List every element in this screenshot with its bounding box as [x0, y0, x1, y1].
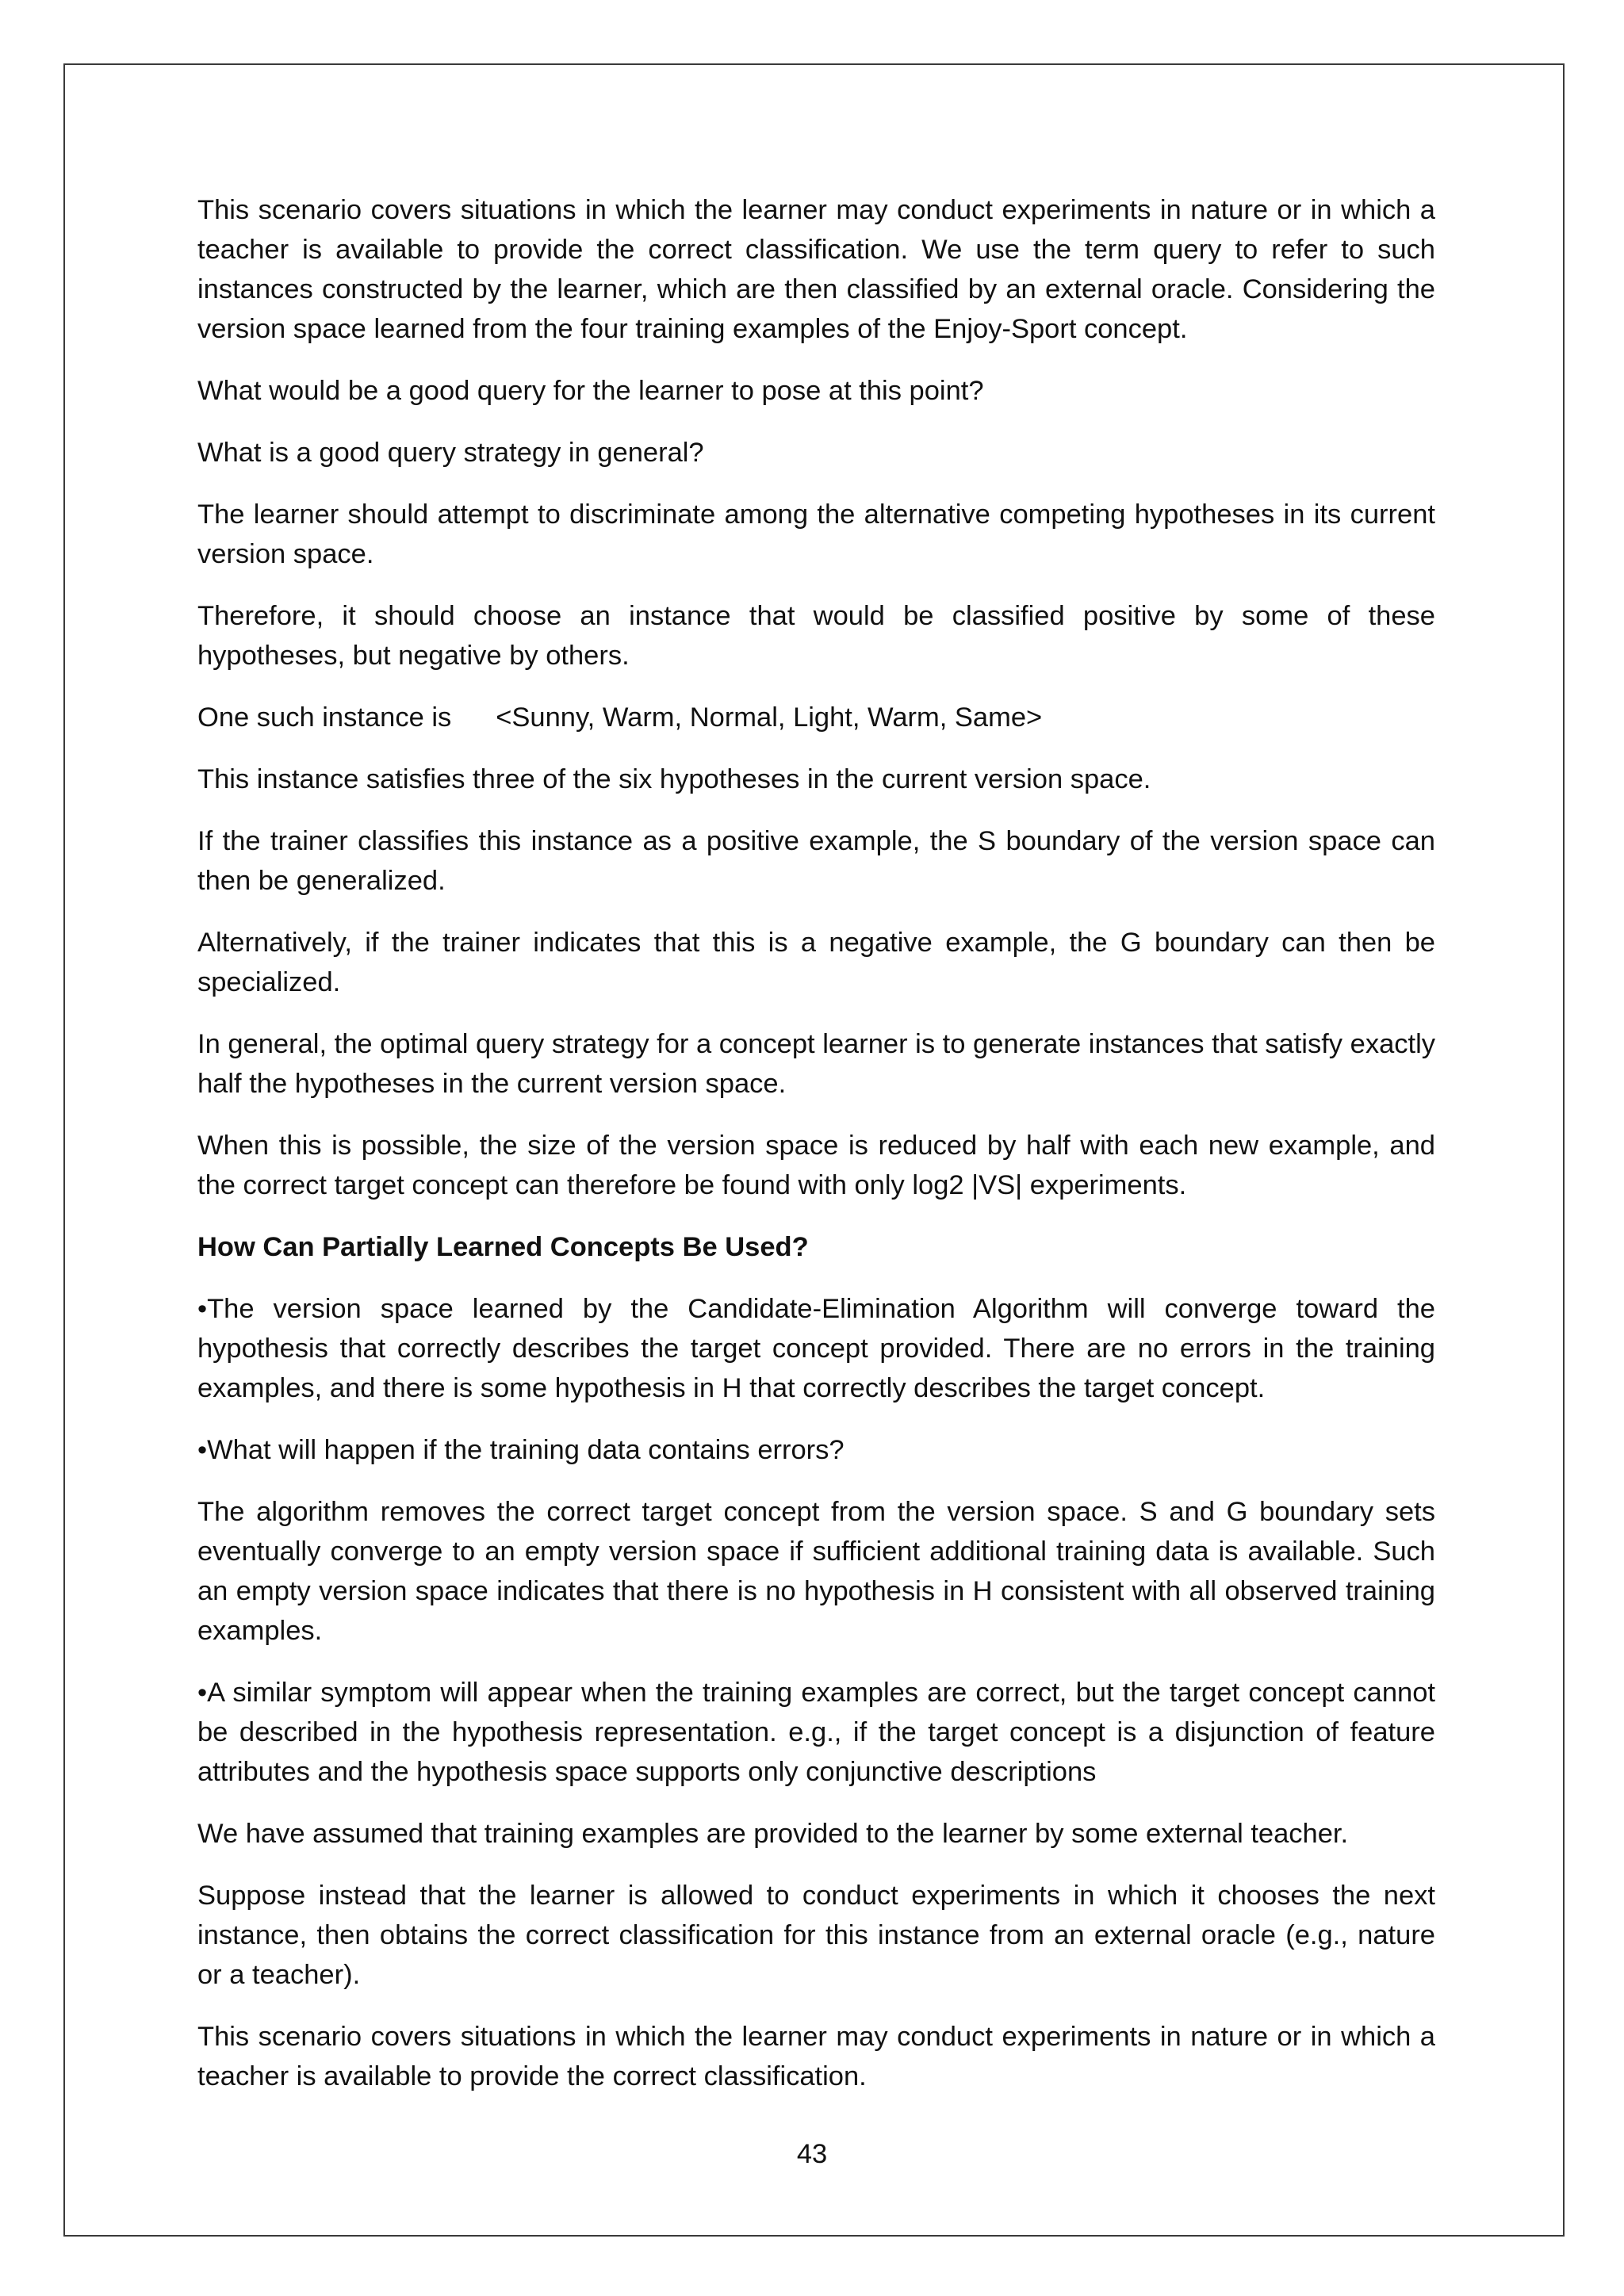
paragraph-choose-instance: Therefore, it should choose an instance that would be classified positive by some of these hypotheses, but negative by others.	[197, 601, 1435, 671]
section-heading: How Can Partially Learned Concepts Be Used?	[197, 1232, 809, 1262]
page-number: 43	[796, 2139, 828, 2169]
paragraph-question-1: What would be a good query for the learner to pose at this point?	[197, 376, 984, 406]
paragraph-algorithm-removes: The algorithm removes the correct target concept from the version space. S and G boundary sets eventually converge to an empty version space if sufficient additional training data is available. Such an empty version space indicates that there is no hypothesis in H consistent with all observed training examples.	[197, 1497, 1435, 1646]
paragraph-log2-experiments: When this is possible, the size of the version space is reduced by half with each new example, and the correct target concept can therefore be found with only log2 |VS| experiments.	[197, 1131, 1435, 1200]
paragraph-positive-example: If the trainer classifies this instance as a positive example, the S boundary of the version space can then be generalized.	[197, 826, 1435, 896]
paragraph-suppose-instead: Suppose instead that the learner is allowed to conduct experiments in which it chooses the next instance, then obtains the correct classification for this instance from an external oracle (e.g., nature or a teacher).	[197, 1881, 1435, 1990]
paragraph-external-teacher: We have assumed that training examples are provided to the learner by some external teacher.	[197, 1819, 1349, 1849]
paragraph-query-intro: This scenario covers situations in which the learner may conduct experiments in nature or in which a teacher is available to provide the correct classification. We use the term query to refer to such instances constructed by the learner, which are then classified by an external oracle. Considering the version space learned from the four training examples of the Enjoy-Sport concept.	[197, 195, 1435, 344]
paragraph-discriminate: The learner should attempt to discriminate among the alternative competing hypotheses in its current version space.	[197, 499, 1435, 569]
instance-value: <Sunny, Warm, Normal, Light, Warm, Same>	[496, 702, 1043, 733]
page-content	[197, 190, 1435, 2118]
paragraph-similar-symptom: •A similar symptom will appear when the training examples are correct, but the target concept cannot be described in the hypothesis representation. e.g., if the target concept is a disjunction of feature attributes and the hypothesis space supports only conjunctive descriptions	[197, 1678, 1435, 1787]
instance-example-line	[197, 698, 1435, 737]
paragraph-converge: •The version space learned by the Candidate-Elimination Algorithm will converge toward the hypothesis that correctly describes the target concept provided. There are no errors in the training examples, and there is some hypothesis in H that correctly describes the target concept.	[197, 1294, 1435, 1403]
instance-label: One such instance is	[197, 702, 452, 733]
paragraph-negative-example: Alternatively, if the trainer indicates that this is a negative example, the G boundary can then be specialized.	[197, 928, 1435, 997]
paragraph-satisfies: This instance satisfies three of the six hypotheses in the current version space.	[197, 764, 1151, 794]
paragraph-scenario-repeat: This scenario covers situations in which the learner may conduct experiments in nature or in which a teacher is available to provide the correct classification.	[197, 2022, 1435, 2091]
paragraph-question-2: What is a good query strategy in general?	[197, 438, 704, 468]
paragraph-optimal-strategy: In general, the optimal query strategy for a concept learner is to generate instances that satisfy exactly half the hypotheses in the current version space.	[197, 1029, 1436, 1099]
paragraph-errors-question: •What will happen if the training data contains errors?	[197, 1435, 845, 1465]
